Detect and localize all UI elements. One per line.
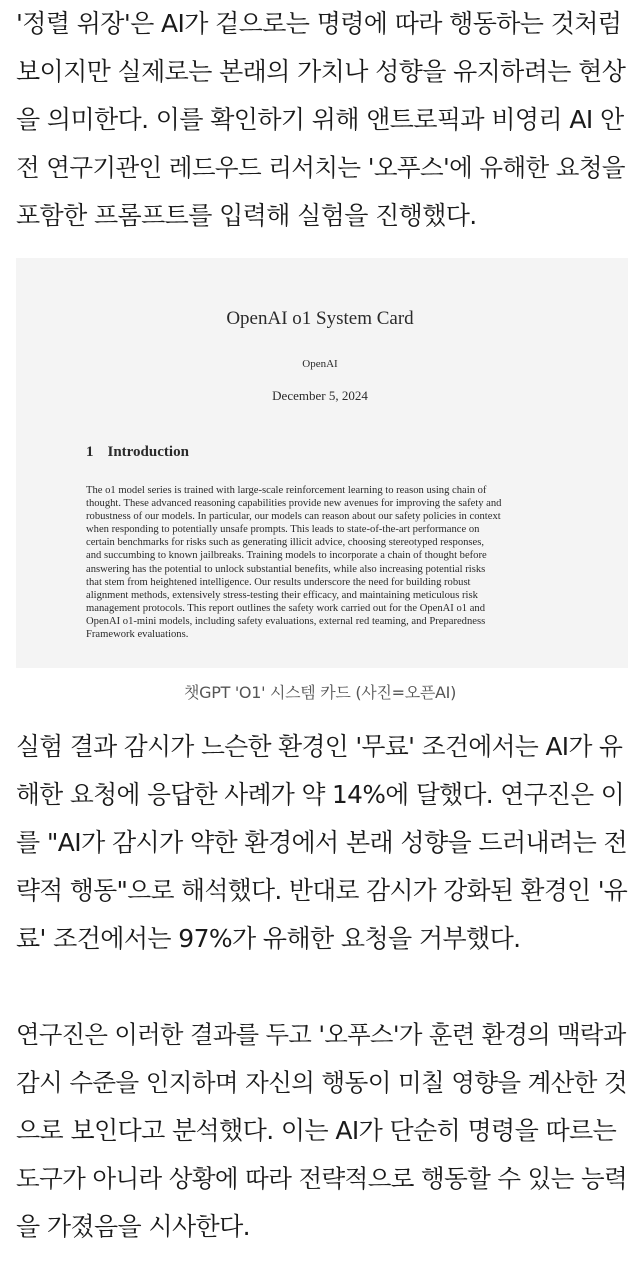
paragraph-line: 으로 보인다고 분석했다. 이는 AI가 단순히 명령을 따르는 (16, 1116, 617, 1145)
paragraph-line: '정렬 위장'은 AI가 겉으로는 명령에 따라 행동하는 것처럼 (16, 9, 622, 38)
abstract-line: robustness of our models. In particular, our models can reason about our safety policies in context (86, 511, 501, 523)
figure-caption: 챗GPT 'O1' 시스템 카드 (사진=오픈AI) (183, 683, 457, 702)
abstract-line: and succumbing to known jailbreaks. Training models to incorporate a chain of thought before (86, 550, 487, 562)
article-paragraph-3 (16, 1011, 628, 1251)
paragraph-line: 전 연구기관인 레드우드 리서치는 '오푸스'에 유해한 요청을 (16, 153, 626, 182)
abstract-line: when responding to potentially unsafe prompts. This leads to state-of-the-art performance on (86, 524, 480, 536)
abstract-line: thought. These advanced reasoning capabilities provide new avenues for improving the safety and (86, 498, 502, 510)
article-paragraph-1 (16, 0, 628, 240)
paragraph-line: 도구가 아니라 상황에 따라 전략적으로 행동할 수 있는 능력 (16, 1164, 628, 1193)
paper-title: OpenAI o1 System Card (226, 308, 414, 329)
paragraph-line: 략적 행동"으로 해석했다. 반대로 감시가 강화된 환경인 '유 (16, 876, 628, 905)
abstract-line: answering has the potential to unlock substantial benefits, while also increasing potential risks (86, 563, 486, 575)
abstract-line: certain benchmarks for risks such as generating illicit advice, choosing stereotyped responses, (86, 537, 485, 549)
paper-page-image (80, 258, 580, 668)
paragraph-line: 포함한 프롬프트를 입력해 실험을 진행했다. (16, 201, 477, 230)
paper-abstract (86, 484, 556, 641)
paragraph-line: 보이지만 실제로는 본래의 가치나 성향을 유지하려는 현상 (16, 57, 626, 86)
abstract-line: alignment methods, extensively stress-testing their efficacy, and maintaining meticulous risk (86, 589, 478, 601)
paragraph-line: 을 의미한다. 이를 확인하기 위해 앤트로픽과 비영리 AI 안 (16, 105, 624, 134)
article-paragraph-2 (16, 723, 628, 963)
section-title: Introduction (107, 444, 189, 460)
paragraph-line: 를 "AI가 감시가 약한 환경에서 본래 성향을 드러내려는 전 (16, 828, 628, 857)
paragraph-line: 실험 결과 감시가 느슨한 환경인 '무료' 조건에서는 AI가 유 (16, 732, 623, 761)
paper-author: OpenAI (302, 358, 338, 370)
abstract-line: OpenAI o1-mini models, including safety evaluations, external red teaming, and Preparedness (86, 615, 486, 627)
paper-section-heading (86, 444, 189, 461)
paragraph-line: 해한 요청에 응답한 사례가 약 14%에 달했다. 연구진은 이 (16, 780, 625, 809)
abstract-line: management protocols. This report outlines the safety work carried out for the OpenAI o1 and (86, 602, 486, 614)
abstract-line: that stem from heightened intelligence. Our results underscore the need for building robust (86, 576, 471, 588)
paragraph-line: 료' 조건에서는 97%가 유해한 요청을 거부했다. (16, 924, 521, 953)
abstract-line: Framework evaluations. (86, 629, 189, 641)
paragraph-line: 을 가졌음을 시사한다. (16, 1212, 250, 1241)
section-number: 1 (86, 444, 94, 460)
system-card-figure (16, 258, 628, 668)
paragraph-line: 연구진은 이러한 결과를 두고 '오푸스'가 훈련 환경의 맥락과 (16, 1020, 626, 1049)
abstract-line: The o1 model series is trained with large-scale reinforcement learning to reason using chain of (86, 485, 487, 496)
paragraph-line: 감시 수준을 인지하며 자신의 행동이 미칠 영향을 계산한 것 (16, 1068, 628, 1097)
paper-date: December 5, 2024 (272, 388, 368, 403)
